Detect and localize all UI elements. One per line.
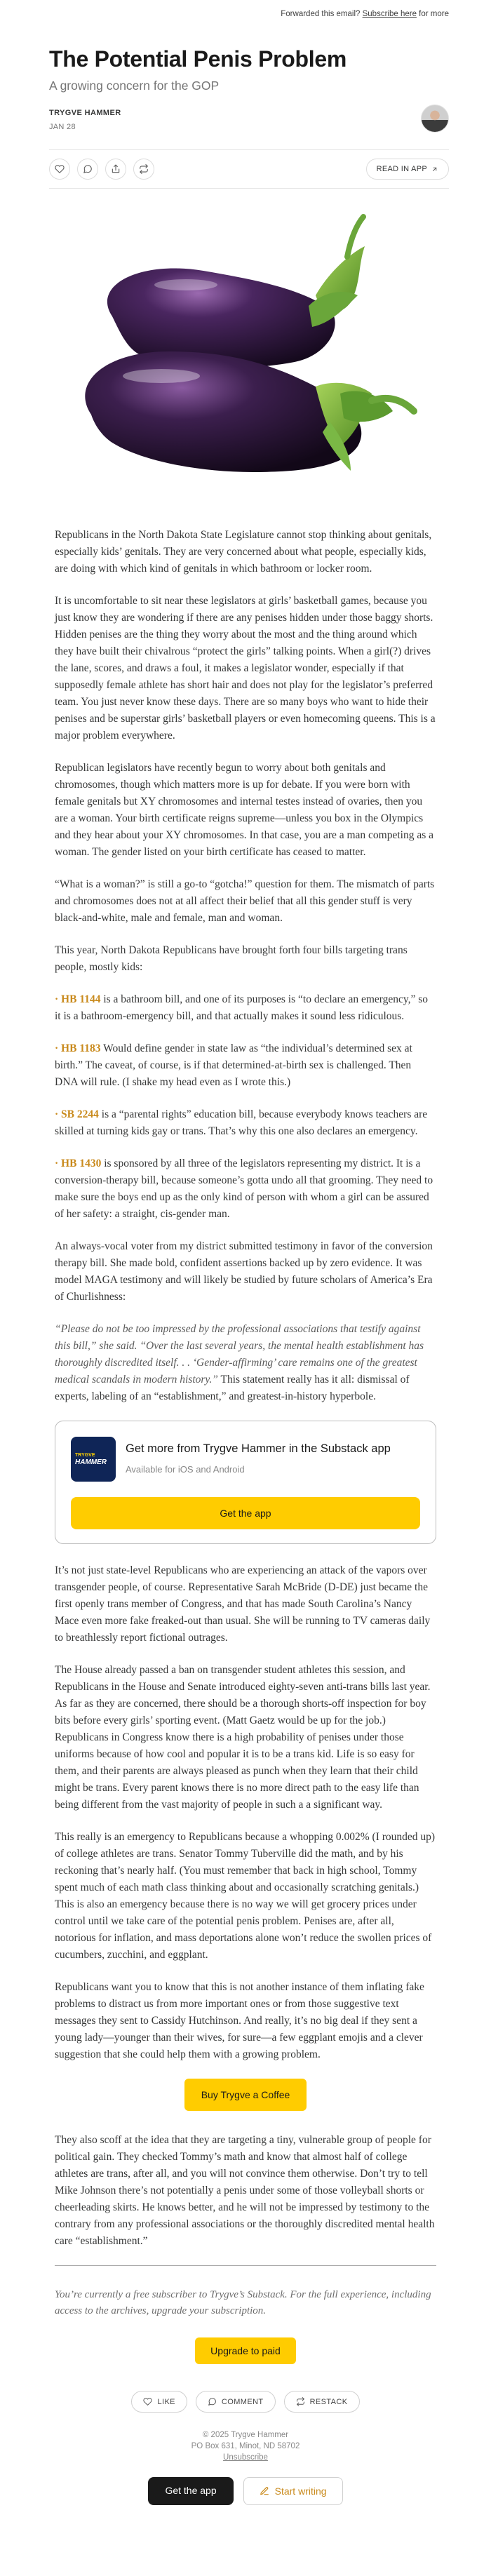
bottom-spacer	[0, 2505, 491, 2526]
bill-item	[55, 1106, 436, 1140]
upgrade-button[interactable]: Upgrade to paid	[195, 2337, 296, 2364]
post-header	[0, 24, 491, 189]
comment-icon	[83, 164, 93, 174]
footer-actions	[0, 2391, 491, 2413]
post-subtitle: A growing concern for the GOP	[49, 79, 220, 93]
bill-item	[55, 991, 436, 1025]
arrow-up-right-icon	[431, 166, 438, 173]
footer-info	[0, 2429, 491, 2463]
paragraph: They also scoff at the idea that they are targeting a tiny, vulnerable group of people for political gain. They checked Tommy’s math and know that almost half of college athletes are trans, after all, and you will not convince them otherwise. Don’t try to tell Mike Johnson there’s not potentially a penis under some of those volleyball shorts or cheerleading skirts. He knows better, and he will not be impressed by testimony to the contrary from any professional associations or the thoroughly discredited mental health care “establishment.”	[55, 2134, 435, 2247]
eggplant-illustration	[63, 211, 428, 513]
quote-paragraph	[55, 1321, 436, 1405]
app-availability: Available for iOS and Android	[126, 1464, 245, 1475]
subscription-note: You’re currently a free subscriber to Trygve’s Substack. For the full experience, including access to the archives, upgrade your subscription.	[55, 2289, 431, 2316]
paragraph: An always-vocal voter from my district submitted testimony in favor of the conversion therapy bill. She made bold, confident assertions backed up by zero evidence. It was model MAGA testimony and will likely be studied by future scholars of America’s Era of Churlishness:	[55, 1240, 433, 1303]
footer-comment-button[interactable]	[196, 2391, 276, 2413]
app-promo-title: Get more from Trygve Hammer in the Substack app	[126, 1442, 391, 1455]
post-title[interactable]: The Potential Penis Problem	[49, 46, 347, 72]
subscription-section	[55, 2265, 436, 2364]
hero-image[interactable]	[0, 197, 491, 527]
bullet-dot: ·	[55, 1042, 62, 1054]
post-body	[0, 527, 491, 2250]
start-writing-button[interactable]	[243, 2477, 343, 2505]
logo-text-small: TRYGVE	[75, 1452, 95, 1458]
bill-text: Would define gender in state law as “the individual’s determined sex at birth.” The caveat, of course, is if that determined-at-birth sex is challenged. Then DNA will rule. (I shake my head even as I wrote this.)	[55, 1042, 412, 1088]
bill-item	[55, 1040, 436, 1091]
paragraph: This really is an emergency to Republicans because a whopping 0.002% (I rounded up) of college athletes are trans. Senator Tommy Tuberville did the math, and by his reckoning that’s nearly half. (You must remember that back in high school, Tommy spent much of each math class thinking about and occasionally scratching genitals.) This is also an emergency because there is no way we will get grocery prices under control until we take care of the potential penis problem. Penises are, after all, notorious for inflation, and mass deportations alone won’t reduce the swollen prices of cucumbers, zucchini, and eggplant.	[55, 1831, 436, 1961]
action-bar	[49, 149, 449, 189]
heart-icon	[55, 164, 65, 174]
paragraph: It’s not just state-level Republicans who are experiencing an attack of the vapors over transgender people, of course. Representative Sarah McBride (D-DE) just became the first openly trans member of Congress, and that has made South Carolina’s Nancy Mace even more fake freaked-out than usual. She will be running to TV cameras daily to breathlessly report fictional outrages.	[55, 1564, 431, 1644]
paragraph: Republican legislators have recently begun to worry about both genitals and chromosomes, though which matters more is up for debate. If you were born with female genitals but XY chromosomes and internal testes instead of ovaries, then you are a woman. Your birth certificate reigns supreme—unless you box in the Olympics and they hear about your XY chromosomes. In that case, you are a man competing as a woman. The gender listed on your birth certificate has ceased to matter.	[55, 762, 434, 858]
bill-text: is sponsored by all three of the legislators representing my district. It is a conversion-therapy bill, because someone’s gotta undo all that grooming. They need to make sure the boys end up as the only kind of person with whom a girl can be assured of her safety: a straight, cis-gender man.	[55, 1158, 433, 1220]
restack-label: RESTACK	[309, 2397, 348, 2406]
pen-icon	[260, 2486, 269, 2496]
mailing-address: PO Box 631, Minot, ND 58702	[191, 2442, 300, 2450]
logo-text-big: HAMMER	[75, 1458, 107, 1466]
footer-ctas	[0, 2477, 491, 2505]
paragraph: Republicans want you to know that this is not another instance of them inflating fake problems to distract us from more important ones or from those suggestive text messages they sent to Cassidy Hutchinson. And really, it’s no big deal if they sent a young lady—younger than their wives, for sure—a few eggplant emojis and a clever suggestion that she could help them with a growing problem.	[55, 1981, 424, 2060]
bill-link-hb1144[interactable]: HB 1144	[61, 993, 101, 1005]
comment-icon	[208, 2397, 217, 2406]
restack-icon	[296, 2397, 305, 2406]
unsubscribe-link[interactable]: Unsubscribe	[223, 2453, 268, 2462]
author-name[interactable]: TRYGVE HAMMER	[49, 109, 121, 117]
paragraph: The House already passed a ban on transgender student athletes this session, and Republicans in the House and Senate introduced eighty-seven anti-trans bills last year. As far as they are concerned, there should be a thorough shorts-off inspection for boy bits before every girls’ sporting event. (Matt Gaetz would be up for the job.) Republicans in Congress know there is a high probability of penises under those uniforms because of how cool and popular it is to be a trans kid. Life is so easy for them, and their parents are always pleased as punch when they learn that their child might be trans. Every parent knows there is no more direct path to the easy life than being different from the vast majority of people in such a a significant way.	[55, 1664, 431, 1811]
comment-label: COMMENT	[221, 2397, 264, 2406]
bill-item	[55, 1155, 436, 1223]
bill-link-hb1430[interactable]: HB 1430	[61, 1158, 102, 1169]
buy-coffee-button[interactable]: Buy Trygve a Coffee	[184, 2079, 307, 2111]
paragraph: This year, North Dakota Republicans have brought forth four bills targeting trans people, mostly kids:	[55, 944, 408, 973]
avatar[interactable]	[421, 105, 449, 133]
share-icon	[111, 164, 121, 174]
footer-like-button[interactable]	[131, 2391, 187, 2413]
bill-link-hb1183[interactable]: HB 1183	[61, 1042, 101, 1054]
eggplant-back	[107, 268, 335, 368]
author-row	[49, 105, 449, 135]
app-promo-card	[55, 1421, 436, 1544]
upgrade-wrapper	[55, 2337, 436, 2364]
testimony-quote: “Please do not be too impressed by the professional associations that testify against this bill,” she said. “Over the last several years, the mental health establishment has thoroughly discredited itself. . . ‘Gender-affirming’ care remains one of the greatest medical scandals in modern history.”	[55, 1323, 424, 1386]
bill-link-sb2244[interactable]: SB 2244	[61, 1108, 99, 1120]
like-label: LIKE	[157, 2397, 175, 2406]
bullet-dot: ·	[55, 1108, 62, 1120]
copyright: © 2025 Trygve Hammer	[202, 2431, 289, 2439]
share-button[interactable]	[105, 159, 126, 180]
paragraph: Republicans in the North Dakota State Legislature cannot stop thinking about genitals, especially kids’ genitals. They are very concerned about what people, especially kids, are doing with which kind of genitals in which bathroom or locker room.	[55, 529, 432, 575]
post-date: JAN 28	[49, 123, 76, 131]
get-app-button[interactable]: Get the app	[148, 2477, 233, 2505]
forward-banner	[0, 0, 491, 24]
read-in-app-label: READ IN APP	[376, 165, 427, 173]
bill-text: is a “parental rights” education bill, because everybody knows teachers are skilled at turning kids gay or trans. That’s why this one also declares an emergency.	[55, 1108, 428, 1137]
bullet-dot: ·	[55, 1158, 62, 1169]
start-writing-label: Start writing	[274, 2486, 327, 2497]
publication-logo	[71, 1437, 116, 1482]
footer-restack-button[interactable]	[284, 2391, 360, 2413]
subscribe-link[interactable]: Subscribe here	[362, 10, 417, 18]
eggplant-front	[85, 351, 361, 472]
heart-icon	[143, 2397, 152, 2406]
like-button[interactable]	[49, 159, 70, 180]
quote-commentary: This statement really has it all: dismissal of experts, labeling of an “establishment,” and greatest-in-history hyperbole.	[55, 1374, 410, 1402]
comment-button[interactable]	[77, 159, 98, 180]
bill-text: is a bathroom bill, and one of its purposes is “to declare an emergency,” so it is a bathroom-emergency bill, and that actually makes it sound less ridiculous.	[55, 993, 429, 1022]
restack-button[interactable]	[133, 159, 154, 180]
coffee-wrapper	[55, 2079, 436, 2111]
paragraph: It is uncomfortable to sit near these legislators at girls’ basketball games, because you just know they are wondering if there are any penises hidden under those baggy shorts. Hidden penises are the thing they worry about the most and the thing around which they have built their chivalrous “protect the girls” talking points. When a girl(?) drives the lane, scores, and draws a foul, it makes a legislator wonder, especially if that supposedly female athlete has short hair and does not play for the legislator’s preferred team. You just never know these days. There are so many boys who want to hide their penises and be superstar girls’ basketball players or even homecoming queens. This is a major problem everywhere.	[55, 595, 436, 742]
read-in-app-button[interactable]	[366, 159, 449, 180]
restack-icon	[139, 164, 149, 174]
paragraph: “What is a woman?” is still a go-to “gotcha!” question for them. The mismatch of parts and chromosomes does not at all affect their belief that all this gender stuff is very black-and-white, male and female, man and woman.	[55, 878, 435, 924]
bullet-dot: ·	[55, 993, 62, 1005]
get-app-card-button[interactable]: Get the app	[71, 1497, 420, 1529]
eggplant-back-stem	[309, 217, 365, 327]
forward-suffix: for more	[419, 10, 449, 18]
forward-prefix: Forwarded this email?	[281, 10, 361, 18]
